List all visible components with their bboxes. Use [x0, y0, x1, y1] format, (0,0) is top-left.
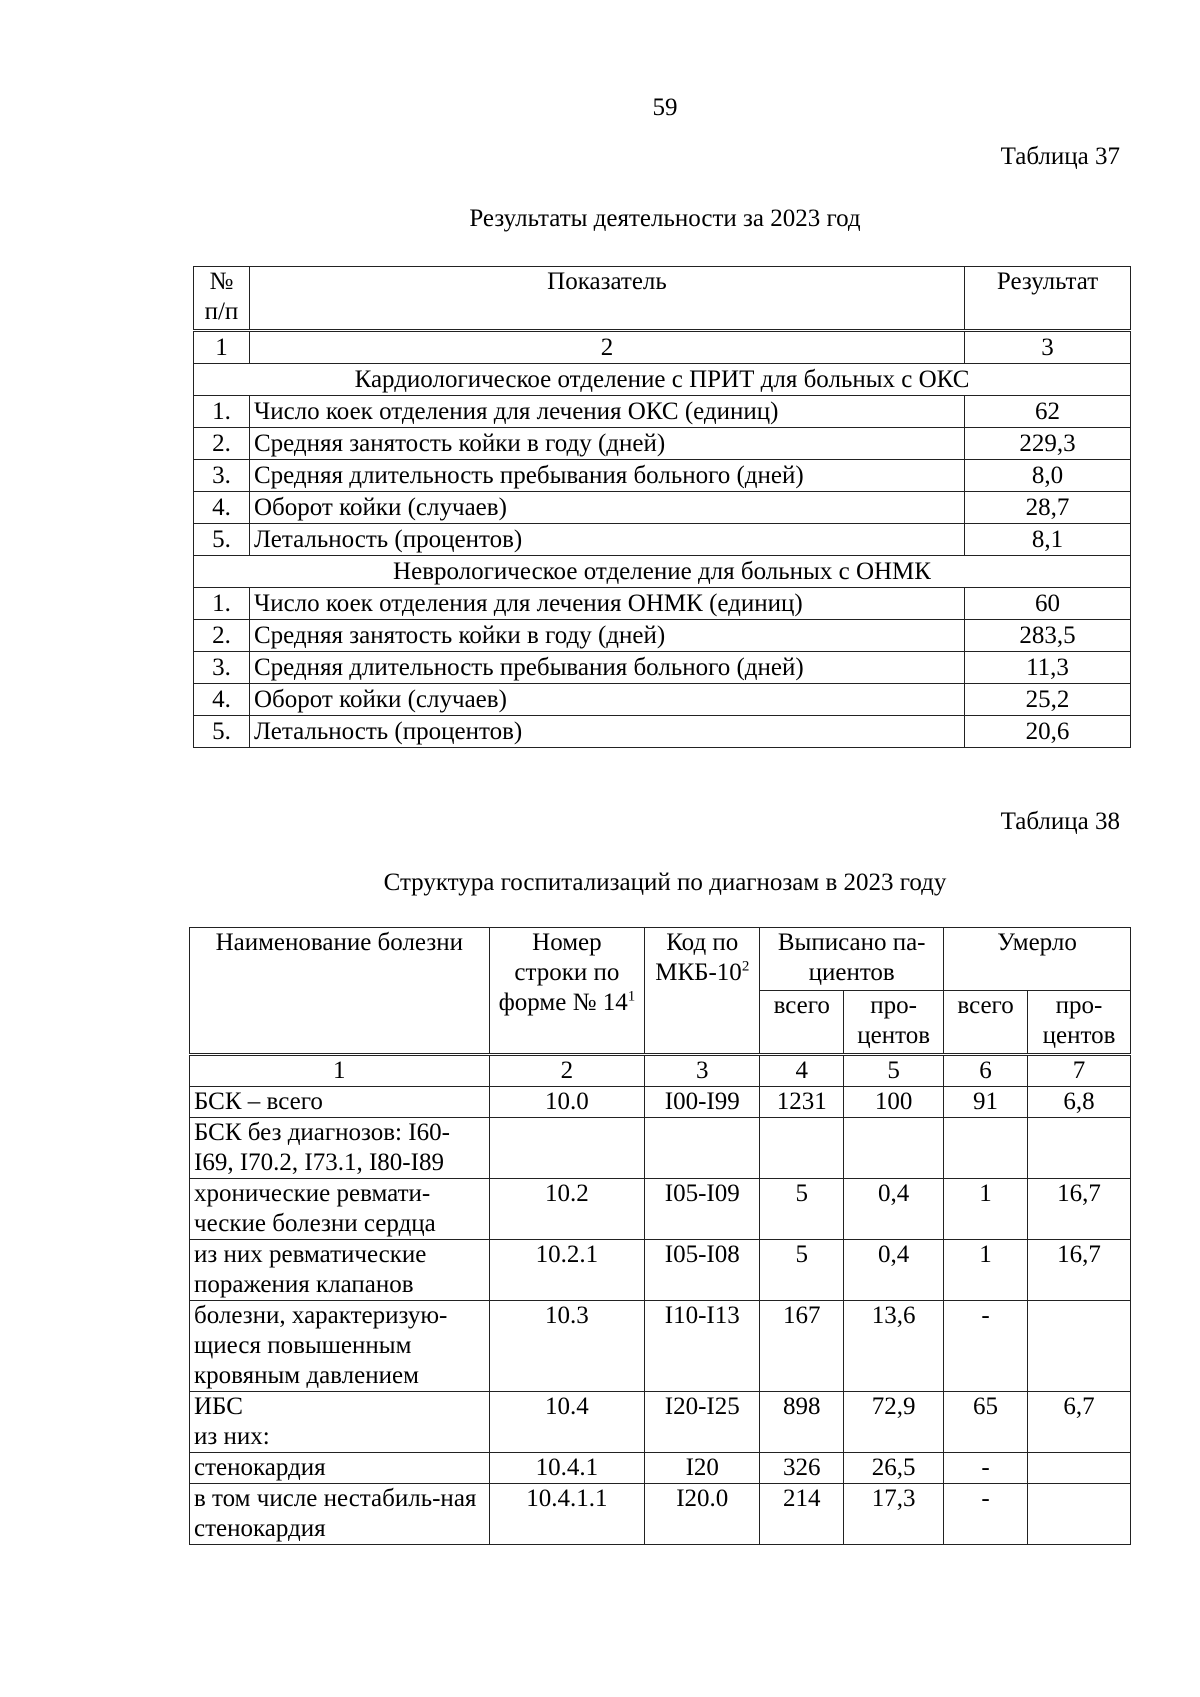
header-num: № п/п	[194, 267, 250, 331]
header-icd	[645, 928, 760, 1055]
table-row	[194, 428, 1131, 460]
row-disch-pct: 0,4	[844, 1179, 944, 1240]
row-result: 62	[965, 396, 1131, 428]
row-num: 4.	[194, 684, 250, 716]
col-index: 2	[249, 331, 964, 364]
table-row	[194, 492, 1131, 524]
row-form-row: 10.2	[489, 1179, 645, 1240]
row-died-total: 1	[944, 1179, 1028, 1240]
table-38-label: Таблица 38	[1000, 808, 1120, 835]
table-row	[194, 524, 1131, 556]
row-died-total: 91	[944, 1087, 1028, 1118]
row-disease: хронические ревмати-ческие болезни сердца	[190, 1179, 490, 1240]
header-result: Результат	[965, 267, 1131, 331]
header-discharged-percent: про-центов	[844, 991, 944, 1055]
row-disease: в том числе нестабиль-ная стенокардия	[190, 1484, 490, 1545]
row-died-total	[944, 1118, 1028, 1179]
row-icd: I20.0	[645, 1484, 760, 1545]
col-index: 7	[1028, 1055, 1131, 1087]
row-icd: I00-I99	[645, 1087, 760, 1118]
row-num: 2.	[194, 428, 250, 460]
row-disch-pct: 13,6	[844, 1301, 944, 1392]
row-disch-total: 214	[760, 1484, 844, 1545]
row-died-pct: 16,7	[1028, 1179, 1131, 1240]
row-indicator: Число коек отделения для лечения ОКС (единиц)	[249, 396, 964, 428]
row-result: 28,7	[965, 492, 1131, 524]
row-disease: болезни, характеризую-щиеся повышенным кровяным давлением	[190, 1301, 490, 1392]
row-disease: БСК – всего	[190, 1087, 490, 1118]
row-icd: I20-I25	[645, 1392, 760, 1453]
row-disch-total	[760, 1118, 844, 1179]
row-died-pct: 6,8	[1028, 1087, 1131, 1118]
row-disch-pct: 100	[844, 1087, 944, 1118]
row-disease: стенокардия	[190, 1453, 490, 1484]
table-38-title: Структура госпитализаций по диагнозам в 2023 году	[383, 869, 947, 896]
table-row	[190, 1118, 1131, 1179]
row-disch-total: 5	[760, 1240, 844, 1301]
row-died-pct	[1028, 1118, 1131, 1179]
table-row	[194, 652, 1131, 684]
header-died: Умерло	[944, 928, 1131, 991]
header-icd-text: Код по МКБ-10	[655, 929, 742, 986]
header-indicator: Показатель	[249, 267, 964, 331]
table-row	[194, 588, 1131, 620]
table-row	[194, 716, 1131, 748]
col-index: 2	[489, 1055, 645, 1087]
row-indicator: Летальность (процентов)	[249, 524, 964, 556]
row-disease: из них ревматические поражения клапанов	[190, 1240, 490, 1301]
table-37-label: Таблица 37	[1000, 143, 1120, 170]
row-num: 3.	[194, 460, 250, 492]
table-row	[190, 1453, 1131, 1484]
row-form-row: 10.2.1	[489, 1240, 645, 1301]
row-num: 3.	[194, 652, 250, 684]
table-row	[190, 1392, 1131, 1453]
row-died-total: -	[944, 1484, 1028, 1545]
row-result: 283,5	[965, 620, 1131, 652]
row-disch-total: 167	[760, 1301, 844, 1392]
row-num: 2.	[194, 620, 250, 652]
table-37-title: Результаты деятельности за 2023 год	[469, 205, 861, 232]
row-num: 5.	[194, 524, 250, 556]
header-disease: Наименование болезни	[190, 928, 490, 1055]
row-died-pct	[1028, 1484, 1131, 1545]
table-row	[194, 620, 1131, 652]
row-disease: БСК без диагнозов: I60-I69, I70.2, I73.1, I80-I89	[190, 1118, 490, 1179]
row-disch-pct: 72,9	[844, 1392, 944, 1453]
col-index: 6	[944, 1055, 1028, 1087]
row-form-row: 10.3	[489, 1301, 645, 1392]
table-row	[194, 684, 1131, 716]
col-index: 1	[190, 1055, 490, 1087]
header-form-row-text: Номер строки по форме № 14	[498, 929, 628, 1016]
col-index: 5	[844, 1055, 944, 1087]
header-died-percent: про-центов	[1028, 991, 1131, 1055]
header-discharged: Выписано па-циентов	[760, 928, 944, 991]
row-died-pct	[1028, 1301, 1131, 1392]
page-number: 59	[652, 94, 678, 121]
row-icd: I05-I09	[645, 1179, 760, 1240]
row-disch-total: 898	[760, 1392, 844, 1453]
row-disch-pct: 26,5	[844, 1453, 944, 1484]
row-disch-total: 326	[760, 1453, 844, 1484]
row-died-pct	[1028, 1453, 1131, 1484]
section-title: Неврологическое отделение для больных с ОНМК	[194, 556, 1131, 588]
footnote-1-mark: 1	[627, 988, 636, 1005]
row-died-total: -	[944, 1453, 1028, 1484]
col-index: 3	[965, 331, 1131, 364]
row-result: 8,0	[965, 460, 1131, 492]
footnote-2-mark: 2	[741, 958, 750, 975]
row-indicator: Число коек отделения для лечения ОНМК (единиц)	[249, 588, 964, 620]
row-result: 229,3	[965, 428, 1131, 460]
row-icd: I05-I08	[645, 1240, 760, 1301]
row-indicator: Летальность (процентов)	[249, 716, 964, 748]
row-icd: I10-I13	[645, 1301, 760, 1392]
header-died-total: всего	[944, 991, 1028, 1055]
row-num: 5.	[194, 716, 250, 748]
row-form-row: 10.4.1	[489, 1453, 645, 1484]
row-result: 60	[965, 588, 1131, 620]
row-result: 11,3	[965, 652, 1131, 684]
row-num: 4.	[194, 492, 250, 524]
col-index: 1	[194, 331, 250, 364]
section-title: Кардиологическое отделение с ПРИТ для больных с ОКС	[194, 364, 1131, 396]
table-row	[190, 1484, 1131, 1545]
row-num: 1.	[194, 588, 250, 620]
col-index: 4	[760, 1055, 844, 1087]
table-37	[193, 266, 1131, 748]
row-died-pct: 16,7	[1028, 1240, 1131, 1301]
row-form-row	[489, 1118, 645, 1179]
table-row	[190, 1301, 1131, 1392]
table-38	[189, 927, 1131, 1545]
row-indicator: Средняя длительность пребывания больного (дней)	[249, 460, 964, 492]
row-indicator: Средняя занятость койки в году (дней)	[249, 428, 964, 460]
row-num: 1.	[194, 396, 250, 428]
row-died-pct: 6,7	[1028, 1392, 1131, 1453]
row-died-total: -	[944, 1301, 1028, 1392]
row-form-row: 10.4.1.1	[489, 1484, 645, 1545]
table-row	[190, 1240, 1131, 1301]
row-form-row: 10.4	[489, 1392, 645, 1453]
header-form-row	[489, 928, 645, 1055]
row-result: 25,2	[965, 684, 1131, 716]
table-row	[190, 1087, 1131, 1118]
header-discharged-total: всего	[760, 991, 844, 1055]
row-disch-pct: 0,4	[844, 1240, 944, 1301]
row-form-row: 10.0	[489, 1087, 645, 1118]
table-row	[194, 460, 1131, 492]
row-disease: ИБС из них:	[190, 1392, 490, 1453]
row-indicator: Оборот койки (случаев)	[249, 684, 964, 716]
row-disch-pct	[844, 1118, 944, 1179]
table-row	[190, 1179, 1131, 1240]
row-result: 8,1	[965, 524, 1131, 556]
row-disch-total: 1231	[760, 1087, 844, 1118]
row-indicator: Средняя занятость койки в году (дней)	[249, 620, 964, 652]
row-indicator: Средняя длительность пребывания больного (дней)	[249, 652, 964, 684]
row-result: 20,6	[965, 716, 1131, 748]
row-disch-pct: 17,3	[844, 1484, 944, 1545]
col-index: 3	[645, 1055, 760, 1087]
row-icd: I20	[645, 1453, 760, 1484]
row-died-total: 65	[944, 1392, 1028, 1453]
row-died-total: 1	[944, 1240, 1028, 1301]
table-row	[194, 396, 1131, 428]
row-icd	[645, 1118, 760, 1179]
row-disch-total: 5	[760, 1179, 844, 1240]
row-indicator: Оборот койки (случаев)	[249, 492, 964, 524]
